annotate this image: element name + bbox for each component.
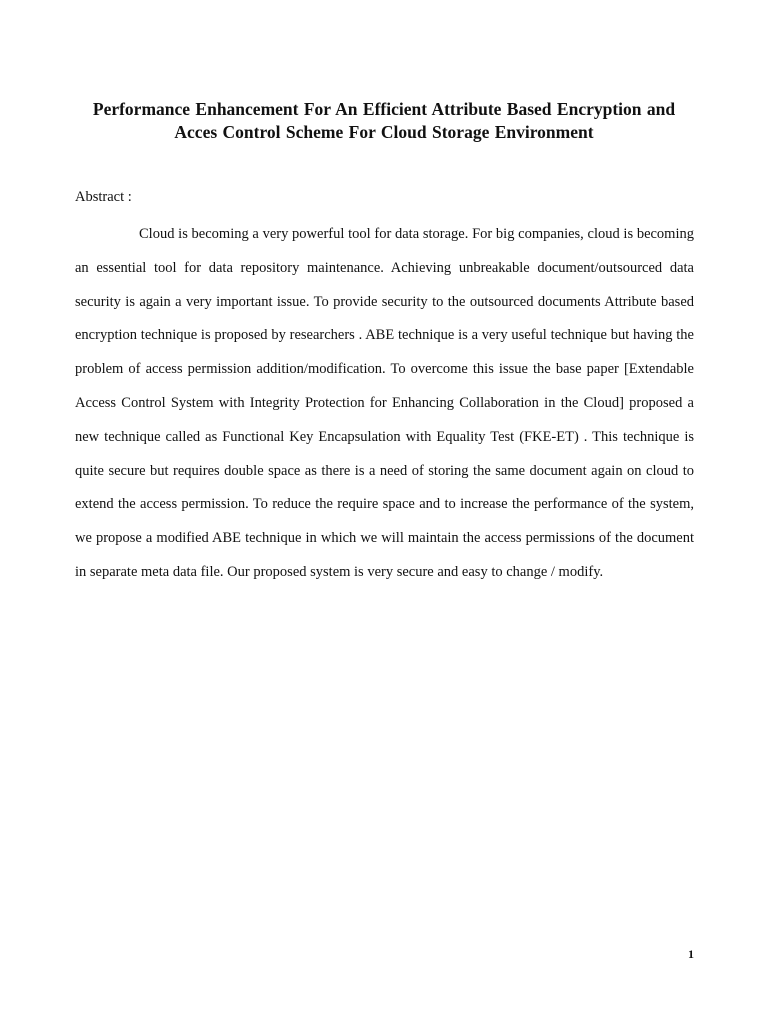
abstract-heading: Abstract :: [75, 189, 132, 205]
page-number: 1: [688, 947, 694, 961]
abstract-body: Cloud is becoming a very powerful tool for data storage. For big companies, cloud is becoming an essential tool for data repository maintenance. Achieving unbreakable document/outsourced data security is again a very important issue. To provide security to the outsourced documents Attribute based encryption technique is proposed by researchers . ABE technique is a very useful technique but having the problem of access permission addition/modification. To overcome this issue the base paper [Extendable Access Control System with Integrity Protection for Enhancing Collaboration in the Cloud] proposed a new technique called as Functional Key Encapsulation with Equality Test (FKE-ET) . This technique is quite secure but requires double space as there is a need of storing the same document again on cloud to extend the access permission. To reduce the require space and to increase the performance of the system, we propose a modified ABE technique in which we will maintain the access permissions of the document in separate meta data file. Our proposed system is very secure and easy to change / modify.: [75, 226, 694, 580]
paper-title: [66, 98, 702, 144]
paper-title-line-1: Performance Enhancement For An Efficient Attribute Based Encryption and: [92, 99, 676, 119]
paper-title-line-2: Acces Control Scheme For Cloud Storage Environment: [174, 122, 594, 142]
